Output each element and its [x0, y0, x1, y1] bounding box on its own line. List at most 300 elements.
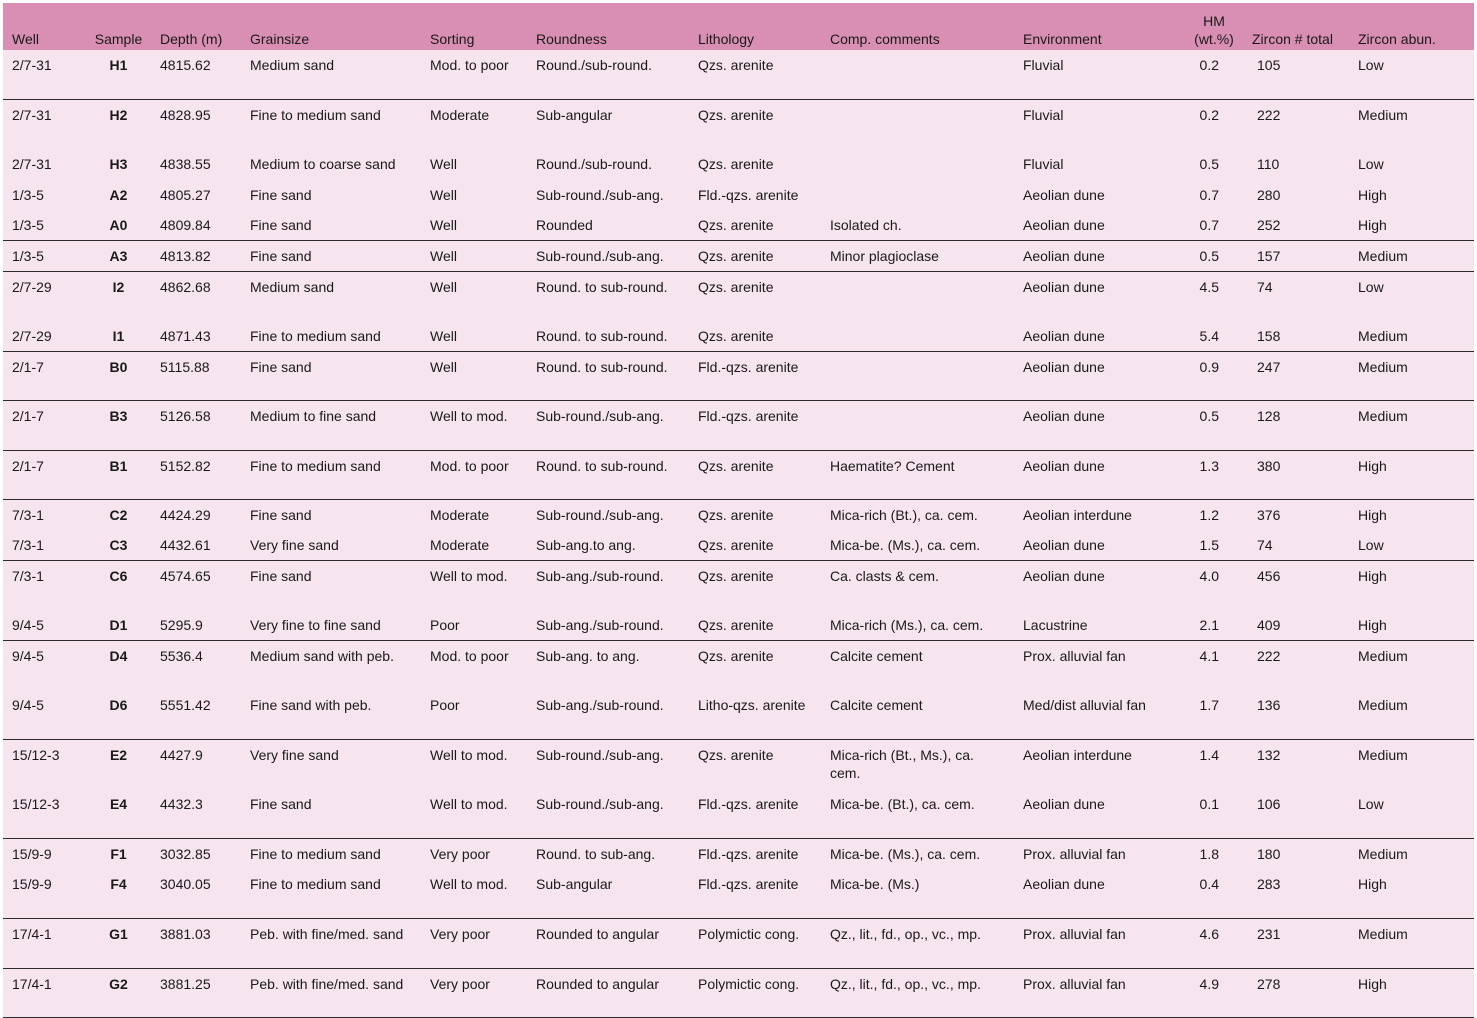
cell-zircon-total: 110: [1257, 156, 1280, 172]
cell-lithology: Qzs. arenite: [698, 507, 774, 523]
cell-grainsize: Peb. with fine/med. sand: [250, 975, 404, 992]
cell-zircon-total: 222: [1257, 648, 1281, 664]
cell-hm: 0.2: [1199, 57, 1219, 73]
cell-zircon-total: 231: [1257, 926, 1281, 942]
cell-grainsize: Medium to coarse sand: [250, 156, 396, 172]
table-row: [3, 869, 1474, 919]
cell-roundness: Sub-ang./sub-round.: [536, 617, 664, 633]
cell-grainsize: Medium sand: [250, 278, 335, 295]
cell-sample: H1: [109, 57, 128, 73]
header-environment: Environment: [1023, 31, 1102, 47]
table-row: [3, 919, 1474, 969]
cell-depth: 5536.4: [160, 648, 203, 664]
cell-lithology: Polymictic cong.: [698, 975, 800, 992]
cell-environment: Aeolian dune: [1023, 408, 1105, 424]
cell-hm: 4.5: [1199, 278, 1219, 295]
cell-environment: Aeolian dune: [1023, 457, 1105, 474]
table-row: [3, 180, 1474, 211]
cell-zircon-total: 74: [1257, 537, 1273, 553]
cell-roundness: Round. to sub-round.: [536, 358, 668, 375]
cell-zircon-abun: Medium: [1358, 327, 1408, 344]
cell-environment: Aeolian dune: [1023, 217, 1105, 233]
cell-zircon-abun: Low: [1358, 278, 1384, 295]
header-grainsize: Grainsize: [250, 31, 310, 47]
cell-zircon-total: 456: [1257, 568, 1281, 584]
cell-lithology: Qzs. arenite: [698, 537, 774, 553]
cell-hm: 1.5: [1199, 537, 1219, 553]
cell-grainsize: Medium to fine sand: [250, 408, 377, 424]
cell-roundness: Rounded to angular: [536, 926, 659, 942]
table-row: [3, 450, 1474, 500]
cell-lithology: Qzs. arenite: [698, 747, 774, 763]
cell-lithology: Fld.-qzs. arenite: [698, 796, 799, 812]
cell-sample: H3: [109, 156, 128, 172]
cell-environment: Aeolian dune: [1023, 876, 1105, 892]
cell-comments: Ca. clasts & cem.: [830, 568, 939, 584]
cell-lithology: Qzs. arenite: [698, 248, 774, 264]
cell-zircon-abun: Low: [1358, 537, 1384, 553]
cell-sorting: Very poor: [430, 846, 490, 862]
cell-sorting: Well: [430, 186, 457, 203]
cell-grainsize: Fine sand: [250, 507, 312, 523]
cell-well: 17/4-1: [12, 975, 52, 992]
cell-lithology: Litho-qzs. arenite: [698, 697, 806, 713]
cell-roundness: Sub-angular: [536, 107, 613, 123]
cell-hm: 0.9: [1199, 358, 1219, 375]
cell-comments: Mica-be. (Ms.), ca. cem.: [830, 846, 981, 862]
cell-environment: Fluvial: [1023, 156, 1064, 172]
cell-environment: Aeolian interdune: [1023, 747, 1132, 763]
cell-roundness: Sub-round./sub-ang.: [536, 248, 664, 264]
cell-environment: Aeolian dune: [1023, 186, 1105, 203]
cell-well: 7/3-1: [12, 568, 44, 584]
cell-hm: 0.5: [1199, 408, 1219, 424]
cell-depth: 4427.9: [160, 747, 203, 763]
cell-zircon-abun: Low: [1358, 796, 1384, 812]
cell-sample: A2: [109, 186, 128, 203]
cell-environment: Aeolian dune: [1023, 568, 1105, 584]
cell-zircon-abun: Medium: [1358, 248, 1408, 264]
cell-hm: 0.5: [1199, 156, 1219, 172]
table-row: [3, 210, 1474, 241]
cell-zircon-abun: Low: [1358, 156, 1384, 172]
cell-depth: 4809.84: [160, 217, 211, 233]
cell-comments: [821, 351, 1014, 401]
cell-zircon-abun: Medium: [1358, 358, 1408, 375]
cell-grainsize: Fine to medium sand: [250, 846, 381, 862]
cell-roundness: Sub-ang./sub-round.: [536, 568, 664, 584]
cell-comments: Qz., lit., fd., op., vc., mp.: [830, 975, 981, 992]
table-body: [3, 50, 1474, 1018]
cell-well: 17/4-1: [12, 926, 52, 942]
cell-lithology: Qzs. arenite: [698, 568, 774, 584]
cell-lithology: Fld.-qzs. arenite: [698, 846, 799, 862]
cell-sample: B0: [109, 358, 128, 375]
cell-comments: Mica-be. (Bt.), ca. cem.: [830, 796, 975, 812]
cell-roundness: Round. to sub-ang.: [536, 846, 656, 862]
cell-roundness: Round./sub-round.: [536, 156, 652, 172]
cell-zircon-abun: High: [1358, 876, 1387, 892]
cell-comments: [821, 50, 1014, 100]
cell-roundness: Round. to sub-round.: [536, 327, 668, 344]
cell-depth: 4871.43: [160, 327, 211, 344]
cell-well: 2/7-31: [12, 156, 52, 172]
cell-lithology: Fld.-qzs. arenite: [698, 876, 799, 892]
cell-comments: Mica-rich (Bt.), ca. cem.: [830, 507, 978, 523]
cell-sorting: Very poor: [430, 975, 490, 992]
cell-well: 15/9-9: [12, 846, 52, 862]
cell-lithology: Polymictic cong.: [698, 926, 800, 942]
cell-roundness: Sub-ang.to ang.: [536, 537, 636, 553]
cell-zircon-total: 136: [1257, 697, 1281, 713]
cell-grainsize: Medium sand: [250, 57, 335, 73]
cell-sample: G2: [109, 975, 128, 992]
cell-well: 15/12-3: [12, 796, 60, 812]
cell-zircon-total: 74: [1257, 278, 1273, 295]
cell-sorting: Well to mod.: [430, 408, 508, 424]
cell-comments: Isolated ch.: [830, 217, 902, 233]
cell-grainsize: Fine sand: [250, 358, 312, 375]
cell-well: 2/7-29: [12, 327, 52, 344]
cell-zircon-total: 247: [1257, 358, 1281, 375]
cell-lithology: Qzs. arenite: [698, 617, 774, 633]
cell-zircon-abun: Medium: [1358, 408, 1408, 424]
cell-sample: C2: [109, 507, 128, 523]
header-well: Well: [12, 31, 39, 47]
cell-hm: 0.1: [1199, 796, 1219, 812]
cell-well: 9/4-5: [12, 648, 44, 664]
cell-hm: 4.9: [1199, 975, 1219, 992]
header-roundness: Roundness: [536, 31, 607, 47]
cell-lithology: Fld.-qzs. arenite: [698, 408, 799, 424]
cell-grainsize: Fine sand: [250, 217, 312, 233]
cell-hm: 2.1: [1199, 617, 1219, 633]
cell-sample: C6: [109, 568, 128, 584]
cell-sample: I1: [112, 327, 125, 344]
cell-environment: Aeolian dune: [1023, 537, 1105, 553]
cell-zircon-abun: Medium: [1358, 697, 1408, 713]
cell-grainsize: Very fine sand: [250, 747, 339, 763]
cell-well: 2/1-7: [12, 457, 44, 474]
cell-comments: Mica-be. (Ms.), ca. cem.: [830, 537, 981, 553]
cell-sample: F1: [110, 846, 127, 862]
cell-zircon-total: 222: [1257, 107, 1281, 123]
cell-sorting: Well: [430, 217, 457, 233]
cell-zircon-total: 278: [1257, 975, 1281, 992]
cell-well: 1/3-5: [12, 217, 44, 233]
cell-environment: Prox. alluvial fan: [1023, 975, 1126, 992]
header-depth: Depth (m): [160, 31, 223, 47]
cell-roundness: Sub-round./sub-ang.: [536, 507, 664, 523]
cell-environment: Prox. alluvial fan: [1023, 648, 1126, 664]
cell-grainsize: Very fine sand: [250, 537, 339, 553]
header-lithology: Lithology: [698, 31, 755, 47]
cell-comments: Mica-rich (Bt., Ms.), ca. cem.: [830, 747, 974, 781]
cell-environment: Aeolian dune: [1023, 796, 1105, 812]
cell-roundness: Sub-ang. to ang.: [536, 648, 640, 664]
cell-grainsize: Fine to medium sand: [250, 876, 381, 892]
cell-sample: D1: [109, 617, 128, 633]
table-row: [3, 351, 1474, 401]
cell-well: 15/12-3: [12, 747, 60, 763]
cell-sorting: Poor: [430, 697, 460, 713]
cell-sample: F4: [110, 876, 127, 892]
table-row: [3, 610, 1474, 641]
cell-environment: Aeolian dune: [1023, 327, 1105, 344]
cell-hm: 0.5: [1199, 248, 1219, 264]
cell-grainsize: Fine to medium sand: [250, 457, 381, 474]
cell-roundness: Sub-ang./sub-round.: [536, 697, 664, 713]
cell-hm: 0.2: [1199, 107, 1219, 123]
cell-depth: 4574.65: [160, 568, 211, 584]
cell-environment: Aeolian dune: [1023, 358, 1105, 375]
cell-sorting: Well: [430, 327, 457, 344]
table-row: [3, 50, 1474, 100]
cell-comments: Qz., lit., fd., op., vc., mp.: [830, 926, 981, 942]
cell-grainsize: Fine sand: [250, 796, 312, 812]
header-zircon-total: Zircon # total: [1252, 31, 1333, 47]
cell-zircon-total: 132: [1257, 747, 1281, 763]
cell-well: 7/3-1: [12, 507, 44, 523]
cell-roundness: Rounded: [536, 217, 593, 233]
table-row: [3, 641, 1474, 691]
cell-sample: G1: [109, 926, 128, 942]
cell-zircon-total: 158: [1257, 327, 1281, 344]
table-header: [3, 3, 1474, 50]
cell-depth: 4862.68: [160, 278, 211, 295]
cell-grainsize: Fine to medium sand: [250, 327, 381, 344]
cell-sample: E2: [109, 747, 128, 763]
cell-depth: 4828.95: [160, 107, 211, 123]
cell-sorting: Well to mod.: [430, 747, 508, 763]
cell-roundness: Sub-angular: [536, 876, 613, 892]
cell-depth: 4838.55: [160, 156, 211, 172]
cell-well: 2/7-31: [12, 107, 52, 123]
cell-zircon-total: 252: [1257, 217, 1281, 233]
cell-well: 9/4-5: [12, 617, 44, 633]
header-comments: Comp. comments: [830, 31, 940, 47]
cell-grainsize: Fine sand: [250, 568, 312, 584]
cell-well: 2/1-7: [12, 358, 44, 375]
cell-zircon-abun: Medium: [1358, 107, 1408, 123]
cell-lithology: Qzs. arenite: [698, 457, 774, 474]
cell-sample: A3: [109, 248, 128, 264]
header-row: [3, 3, 1474, 50]
cell-well: 2/7-29: [12, 278, 52, 295]
cell-roundness: Round. to sub-round.: [536, 457, 668, 474]
cell-zircon-total: 409: [1257, 617, 1281, 633]
header-hm: HM (wt.%): [1194, 13, 1234, 47]
cell-roundness: Sub-round./sub-ang.: [536, 796, 664, 812]
cell-environment: Fluvial: [1023, 57, 1064, 73]
cell-hm: 4.0: [1199, 568, 1219, 584]
cell-sample: C3: [109, 537, 128, 553]
cell-well: 2/7-31: [12, 57, 52, 73]
cell-hm: 0.7: [1199, 186, 1219, 203]
cell-depth: 4432.61: [160, 537, 211, 553]
cell-lithology: Fld.-qzs. arenite: [698, 186, 799, 203]
cell-depth: 4805.27: [160, 186, 211, 203]
cell-zircon-total: 380: [1257, 457, 1281, 474]
cell-lithology: Qzs. arenite: [698, 156, 774, 172]
cell-hm: 1.2: [1199, 507, 1219, 523]
table-row: [3, 968, 1474, 1018]
cell-zircon-abun: High: [1358, 975, 1387, 992]
cell-comments: [821, 321, 1014, 352]
cell-sorting: Mod. to poor: [430, 457, 509, 474]
cell-depth: 4815.62: [160, 57, 211, 73]
cell-environment: Fluvial: [1023, 107, 1064, 123]
cell-environment: Med/dist alluvial fan: [1023, 697, 1146, 713]
cell-depth: 3032.85: [160, 846, 211, 862]
table-row: [3, 321, 1474, 352]
cell-zircon-total: 180: [1257, 846, 1281, 862]
cell-grainsize: Medium sand with peb.: [250, 648, 394, 664]
cell-hm: 4.1: [1199, 648, 1219, 664]
cell-depth: 3040.05: [160, 876, 211, 892]
cell-sorting: Moderate: [430, 507, 490, 523]
cell-depth: 4813.82: [160, 248, 211, 264]
cell-hm: 1.8: [1199, 846, 1219, 862]
table-row: [3, 530, 1474, 561]
cell-hm: 0.7: [1199, 217, 1219, 233]
cell-sample: D4: [109, 648, 128, 664]
cell-depth: 4424.29: [160, 507, 211, 523]
cell-zircon-total: 283: [1257, 876, 1281, 892]
cell-zircon-abun: High: [1358, 507, 1387, 523]
cell-comments: [821, 271, 1014, 321]
cell-sorting: Well: [430, 156, 457, 172]
cell-sorting: Poor: [430, 617, 460, 633]
cell-sorting: Well to mod.: [430, 796, 508, 812]
cell-roundness: Sub-round./sub-ang.: [536, 747, 664, 763]
cell-hm: 0.4: [1199, 876, 1219, 892]
cell-grainsize: Fine sand: [250, 248, 312, 264]
cell-zircon-abun: Medium: [1358, 846, 1408, 862]
cell-sorting: Well to mod.: [430, 876, 508, 892]
cell-depth: 5126.58: [160, 408, 211, 424]
cell-zircon-total: 280: [1257, 186, 1281, 203]
cell-lithology: Qzs. arenite: [698, 327, 774, 344]
cell-sample: B1: [109, 457, 128, 474]
cell-depth: 3881.25: [160, 975, 211, 992]
cell-well: 1/3-5: [12, 248, 44, 264]
table-row: [3, 690, 1474, 740]
cell-zircon-total: 376: [1257, 507, 1281, 523]
cell-comments: [821, 100, 1014, 150]
cell-sample: H2: [109, 107, 128, 123]
cell-well: 9/4-5: [12, 697, 44, 713]
cell-sample: E4: [109, 796, 128, 812]
cell-roundness: Round. to sub-round.: [536, 278, 668, 295]
cell-well: 2/1-7: [12, 408, 44, 424]
cell-lithology: Qzs. arenite: [698, 217, 774, 233]
sample-table: [3, 3, 1474, 1018]
header-sorting: Sorting: [430, 31, 475, 47]
cell-environment: Aeolian interdune: [1023, 507, 1132, 523]
cell-hm: 1.3: [1199, 457, 1219, 474]
cell-roundness: Sub-round./sub-ang.: [536, 408, 664, 424]
cell-sorting: Moderate: [430, 537, 490, 553]
cell-well: 15/9-9: [12, 876, 52, 892]
cell-depth: 5115.88: [160, 358, 210, 375]
cell-zircon-abun: Low: [1358, 57, 1384, 73]
cell-hm: 4.6: [1199, 926, 1219, 942]
cell-depth: 5295.9: [160, 617, 203, 633]
cell-hm: 5.4: [1199, 327, 1219, 344]
cell-zircon-total: 128: [1257, 408, 1281, 424]
table-row: [3, 839, 1474, 870]
cell-depth: 5551.42: [160, 697, 211, 713]
cell-zircon-abun: High: [1358, 186, 1387, 203]
cell-roundness: Rounded to angular: [536, 975, 659, 992]
cell-sample: A0: [109, 217, 128, 233]
cell-comments: Mica-be. (Ms.): [830, 876, 920, 892]
cell-sample: B3: [109, 408, 128, 424]
cell-zircon-total: 157: [1257, 248, 1281, 264]
cell-grainsize: Fine to medium sand: [250, 107, 381, 123]
cell-roundness: Round./sub-round.: [536, 57, 652, 73]
cell-comments: Mica-rich (Ms.), ca. cem.: [830, 617, 984, 633]
cell-environment: Lacustrine: [1023, 617, 1088, 633]
cell-zircon-abun: High: [1358, 457, 1387, 474]
table-row: [3, 561, 1474, 611]
cell-sorting: Well: [430, 248, 457, 264]
table-row: [3, 149, 1474, 180]
cell-grainsize: Fine sand: [250, 186, 312, 203]
cell-zircon-abun: High: [1358, 617, 1387, 633]
cell-comments: Haematite? Cement: [830, 457, 955, 474]
cell-comments: [821, 149, 1014, 180]
cell-environment: Prox. alluvial fan: [1023, 926, 1126, 942]
cell-environment: Aeolian dune: [1023, 248, 1105, 264]
table-row: [3, 100, 1474, 150]
cell-sorting: Mod. to poor: [430, 648, 509, 664]
cell-depth: 3881.03: [160, 926, 211, 942]
table-row: [3, 271, 1474, 321]
table-row: [3, 500, 1474, 531]
cell-zircon-total: 106: [1257, 796, 1281, 812]
cell-depth: 4432.3: [160, 796, 203, 812]
cell-sample: D6: [109, 697, 128, 713]
cell-environment: Aeolian dune: [1023, 278, 1105, 295]
table-row: [3, 401, 1474, 451]
cell-hm: 1.4: [1199, 747, 1219, 763]
cell-comments: Calcite cement: [830, 697, 923, 713]
cell-sorting: Very poor: [430, 926, 490, 942]
cell-comments: [821, 180, 1014, 211]
cell-lithology: Fld.-qzs. arenite: [698, 358, 799, 375]
sample-table-container: [3, 3, 1474, 1018]
cell-well: 1/3-5: [12, 186, 44, 203]
cell-sample: I2: [112, 278, 125, 295]
cell-zircon-total: 105: [1257, 57, 1281, 73]
cell-grainsize: Very fine to fine sand: [250, 617, 381, 633]
cell-zircon-abun: Medium: [1358, 926, 1408, 942]
cell-roundness: Sub-round./sub-ang.: [536, 186, 664, 203]
header-zircon-abun: Zircon abun.: [1358, 31, 1436, 47]
cell-zircon-abun: High: [1358, 217, 1387, 233]
cell-depth: 5152.82: [160, 457, 211, 474]
cell-comments: Calcite cement: [830, 648, 923, 664]
table-row: [3, 740, 1474, 790]
cell-zircon-abun: Medium: [1358, 747, 1408, 763]
cell-lithology: Qzs. arenite: [698, 107, 774, 123]
cell-sorting: Mod. to poor: [430, 57, 509, 73]
cell-sorting: Well to mod.: [430, 568, 508, 584]
cell-sorting: Well: [430, 358, 457, 375]
cell-sorting: Well: [430, 278, 457, 295]
